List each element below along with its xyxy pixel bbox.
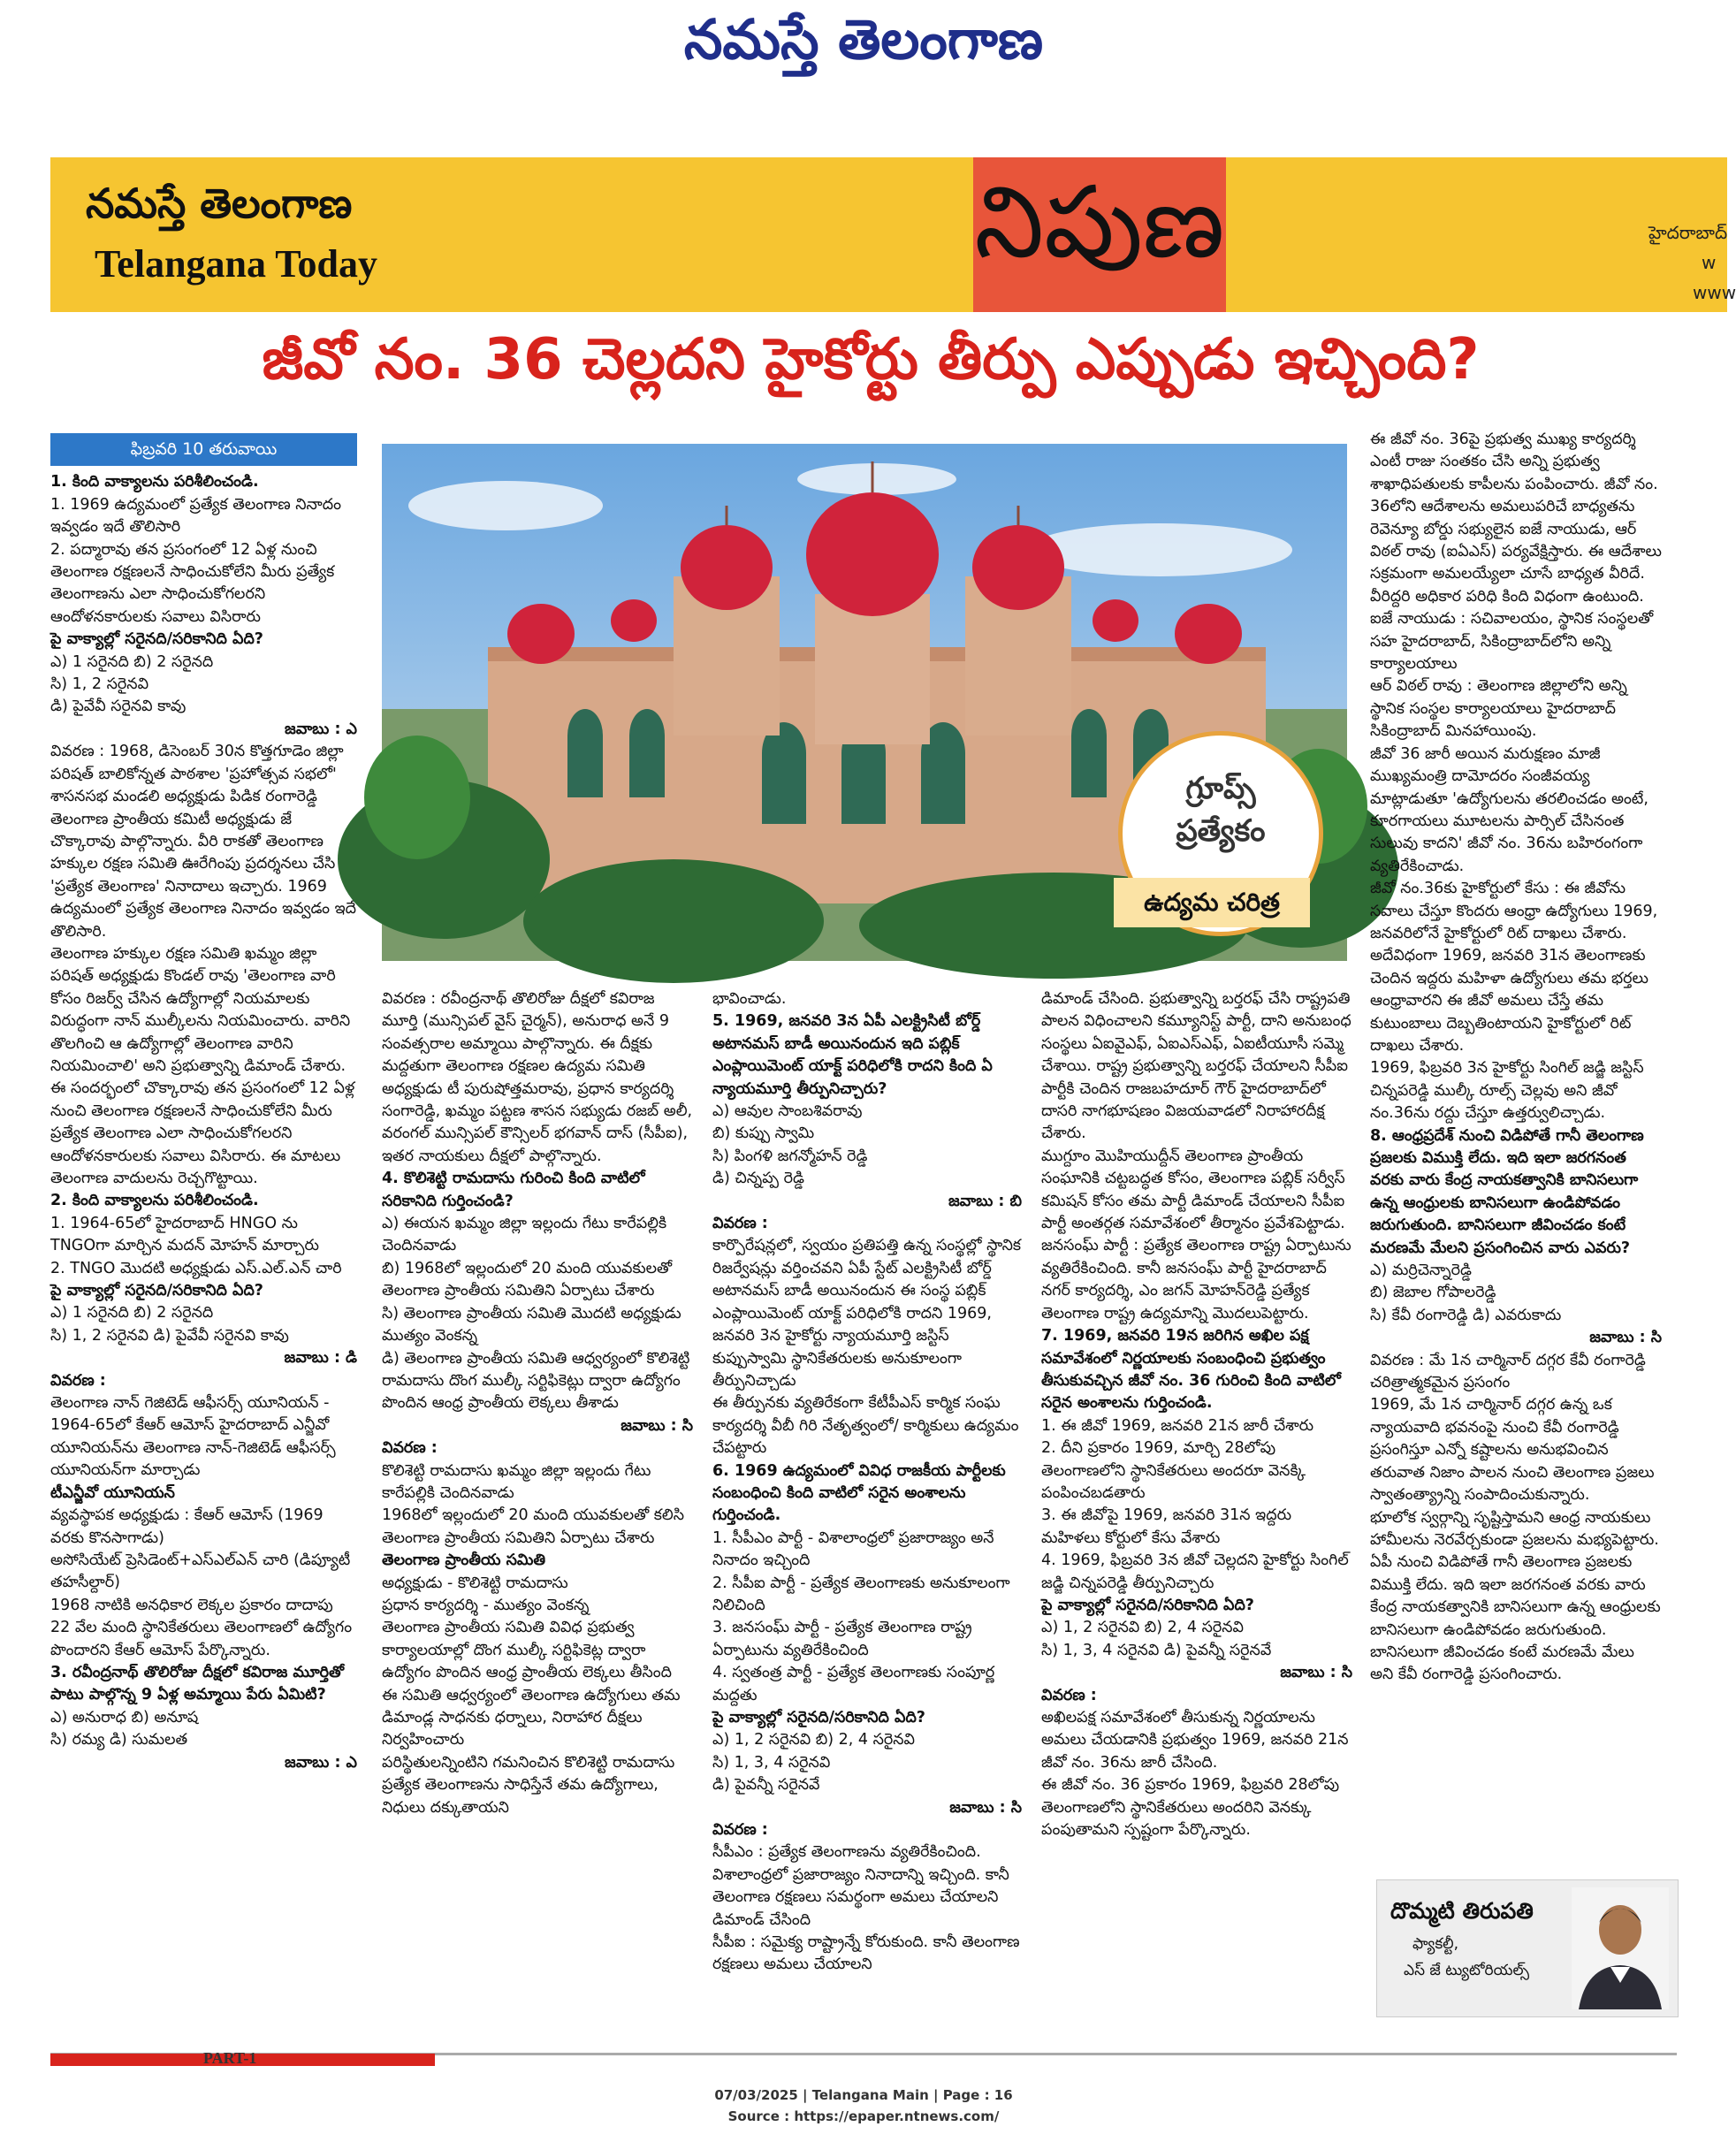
answer: జవాబు : సి	[1280, 1664, 1352, 1682]
option: బి) 1968లో ఇల్లందులో 20 మంది యువకులతో తెలంగాణ ప్రాంతీయ సమితిని ఏర్పాటు చేశారు	[382, 1259, 673, 1300]
answer: జవాబు : బి	[948, 1192, 1022, 1210]
column-2	[382, 988, 693, 1819]
options: డి) పైవన్నీ సరైనవే	[712, 1776, 820, 1795]
statement: 2. TNGO మొదటి అధ్యక్షుడు ఎస్.ఎల్.ఎన్ చారి	[50, 1259, 342, 1277]
explanation: ఐజే నాయుడు : సచివాలయం, స్థానిక సంస్థలతో సహ హైదరాబాద్, సికింద్రాబాద్‌లోని అన్ని కార్యాలయాలు	[1370, 610, 1654, 674]
explanation: అధ్యక్షుడు - కొలిశెట్టి రామదాసు	[382, 1574, 568, 1592]
explanation: ఈ జీవో నం. 36పై ప్రభుత్వ ముఖ్య కార్యదర్శి ఎంటీ రాజు సంతకం చేసి అన్ని ప్రభుత్వ శాఖాధిపతులకు కాపీలను పంపించారు. జీవో నం. 36లోని ఆదేశాలను అమలుపరిచే బాధ్యతను రెవెన్యూ బోర్డు సభ్యులైన ఐజే నాయుడు, ఆర్ విఠల్ రావు (ఐఏఎస్) పర్యవేక్షిస్తారు. ఈ ఆదేశాలు సక్రమంగా అమలయ్యేలా చూసే బాధ్యత వీరిదే. వీరిద్దరి అధికార పరిధి కింది విధంగా ఉంటుంది.	[1370, 431, 1662, 606]
explanation: పరిస్థితులన్నింటిని గమనించిన కొలిశెట్టి రామదాసు ప్రత్యేక తెలంగాణను సాధిస్తేనే తమ ఉద్యోగాలు, నిధులు దక్కుతాయని	[382, 1753, 675, 1817]
statement: 1. సీపీఎం పార్టీ - విశాలాంధ్రలో ప్రజారాజ్యం అనే నినాదం ఇచ్చింది	[712, 1528, 994, 1570]
explanation: జీవో నం.36కు హైకోర్టులో కేసు : ఈ జీవోను సవాలు చేస్తూ కొందరు ఆంధ్రా ఉద్యోగులు 1969, జనవరిలోనే హైకోర్టులో రిట్ దాఖలు చేశారు.	[1370, 880, 1658, 942]
explanation: సీపీఎం : ప్రత్యేక తెలంగాణను వ్యతిరేకించింది. విశాలాంధ్రలో ప్రజారాజ్యం నినాదాన్ని ఇచ్చింది. కానీ తెలంగాణ రక్షణలు సమర్థంగా అమలు చేయాలని డిమాండ్ చేసింది	[712, 1843, 1009, 1929]
explanation: 1969, ఫిబ్రవరి 3న హైకోర్టు సింగిల్ జడ్జి జస్టిస్ చిన్నపరెడ్డి ముల్కీ రూల్స్ చెల్లవు అని జీవో నం.36ను రద్దు చేస్తూ ఉత్తర్వులిచ్చాడు.	[1370, 1059, 1644, 1123]
badge-line: ప్రత్యేకం	[1176, 813, 1266, 849]
headline: జీవో నం. 36 చెల్లదని హైకోర్టు తీర్పు ఎప్పుడు ఇచ్చింది?	[262, 327, 1480, 393]
explanation-label: వివరణ :	[50, 1371, 106, 1390]
explanation: టీఎన్జీవో యూనియన్	[50, 1483, 175, 1502]
explanation: 1968 నాటికి అనధికార లెక్కల ప్రకారం దాదాపు 22 వేల మంది స్థానికేతరులు తెలంగాణలో ఉద్యోగం పొందారని కేఆర్ ఆమోస్ పేర్కొన్నారు.	[50, 1596, 353, 1659]
question: 3. రవీంద్రనాథ్ తొలిరోజు దీక్షలో కవిరాజ మూర్తితో పాటు పాల్గొన్న 9 ఏళ్ల అమ్మాయి పేరు ఏమిటి?	[50, 1663, 345, 1704]
options: ఎ) 1 సరైనది బి) 2 సరైనది	[50, 1304, 214, 1323]
author-org: ఎస్ జే ట్యుటోరియల్స్	[1404, 1962, 1530, 1979]
question: 4. కొలిశెట్టి రామదాసు గురించి కింది వాటిలో సరికానిది గుర్తించండి?	[382, 1170, 645, 1210]
options: సి) 1, 3, 4 సరైనవి	[712, 1753, 831, 1772]
masthead-title: నమస్తే తెలంగాణ	[683, 7, 1044, 72]
question: 6. 1969 ఉద్యమంలో వివిధ రాజకీయ పార్టీలకు సంబంధించి కింది వాటిలో సరైన అంశాలను గుర్తించండి.	[712, 1461, 1006, 1525]
explanation: వివరణ : 1968, డిసెంబర్ 30న కొత్తగూడెం జిల్లా పరిషత్ బాలికోన్నత పాఠశాల 'ప్రహోత్సవ సభలో' శాసనసభ మండలి అధ్యక్షుడు పిడిక రంగారెడ్డి తెలంగాణ ప్రాంతీయ కమిటీ అధ్యక్షుడు జే చొక్కారావు పాల్గొన్నారు. వీరి రాకతో తెలంగాణ హక్కుల రక్షణ సమితి ఊరేగింపు ప్రదర్శనలు చేసి 'ప్రత్యేక తెలంగాణ' నినాదాలు ఇచ్చారు. 1969 ఉద్యమంలో ప్రత్యేక తెలంగాణ నినాదం ఇవ్వడం ఇదే తొలిసారి.	[50, 743, 356, 941]
option: డి) చిన్నప్ప రెడ్డి	[712, 1170, 804, 1188]
explanation-label: వివరణ :	[712, 1821, 768, 1840]
question-prompt: పై వాక్యాల్లో సరైనది/సరికానిది ఏది?	[712, 1709, 925, 1727]
explanation: ముగ్దూం మొహియుద్దీన్ తెలంగాణ ప్రాంతీయ సంఘానికి చట్టబద్ధత కోసం, తెలంగాణ పబ్లిక్ సర్వీస్ కమిషన్ కోసం తమ పార్టీ డిమాండ్ చేయాలని సీపీఐ పార్టీ అంతర్గత సమావేశంలో తీర్మానం ప్రవేశపెట్టాడు.	[1041, 1147, 1345, 1233]
question: 7. 1969, జనవరి 19న జరిగిన అఖిల పక్ష సమావేశంలో నిర్ణయాలకు సంబంధించి ప్రభుత్వం తీసుకువచ్చిన జీవో నం. 36 గురించి కింది వాటిలో సరైన అంశాలను గుర్తించండి.	[1041, 1327, 1341, 1413]
option: బి) జెబాల గోపాలరెడ్డి	[1370, 1284, 1496, 1302]
column-4	[1041, 988, 1352, 1841]
explanation: తెలంగాణ హక్కుల రక్షణ సమితి ఖమ్మం జిల్లా పరిషత్ అధ్యక్షుడు కొండల్ రావు 'తెలంగాణ వారి కోసం రిజర్వ్ చేసిన ఉద్యోగాల్లో నియమాలకు విరుద్ధంగా నాన్ ముల్కీలను నియమించారు. వారిని తొలగించి ఆ ఉద్యోగాల్లో తెలంగాణ వారిని నియమించాలి' అని ప్రభుత్వాన్ని డిమాండ్ చేశారు.	[50, 944, 351, 1075]
explanation: భావించాడు.	[712, 990, 787, 1008]
explanation-label: వివరణ :	[712, 1215, 768, 1233]
question: 2. కింది వాక్యాలను పరిశీలించండి.	[50, 1192, 259, 1210]
option: బి) కుప్పు స్వామి	[712, 1124, 815, 1143]
option: ఎ) ఈయన ఖమ్మం జిల్లా ఇల్లందు గేటు కారేపల్లికి చెందినవాడు	[382, 1215, 667, 1255]
explanation: అఖిలపక్ష సమావేశంలో తీసుకున్న నిర్ణయాలను అమలు చేయడానికి ప్రభుత్వం 1969, జనవరి 21న జీవో నం. 36ను జారీ చేసింది.	[1041, 1709, 1349, 1772]
explanation: ఈ సమితి ఆధ్వర్యంలో తెలంగాణ ఉద్యోగులు తమ డిమాండ్ల సాధనకు ధర్నాలు, నిరాహార దీక్షలు నిర్వహించారు	[382, 1686, 681, 1749]
explanation: ఆర్ విఠల్ రావు : తెలంగాణ జిల్లాలోని అన్ని స్థానిక సంస్థల కార్యాలయాలు హైదరాబాద్ సికింద్రాబాద్ మినహాయింపు.	[1370, 677, 1627, 741]
part-label: PART-1	[203, 2049, 257, 2067]
explanation: జీవో 36 జారీ అయిన మరుక్షణం మాజీ ముఖ్యమంత్రి దామోదరం సంజీవయ్య మాట్లాడుతూ 'ఉద్యోగులను తరలించడం అంటే, కూరగాయలు మూటలను పార్సిల్ చేసినంత సులువు కాదని' జీవో నం. 36ను బహిరంగంగా వ్యతిరేకించాడు.	[1370, 744, 1648, 875]
banner-edge-line: w	[1702, 252, 1717, 273]
explanation: ఈ సందర్భంలో చొక్కారావు తన ప్రసంగంలో 12 ఏళ్ల నుంచి తెలంగాణ రక్షణలనే సాధించుకోలేని మీరు ప్రత్యేక తెలంగాణ ఎలా సాధించుకోగలరని ఆందోళనకారులకు సవాలు విసిరారు. ఈ మాటలు తెలంగాణ వాదులను రెచ్చగొట్టాయి.	[50, 1079, 355, 1187]
options: సి) 1, 2 సరైనవి డి) పైవేవీ సరైనవి కావు	[50, 1326, 289, 1345]
option: డి) తెలంగాణ ప్రాంతీయ సమితి ఆధ్వర్యంలో కొలిశెట్టి రామదాసు దొంగ ముల్కీ సర్టిఫికెట్లు ద్వారా ఉద్యోగం పొందిన ఆంధ్ర ప్రాంతీయ లెక్కలు తీశాడు	[382, 1349, 690, 1413]
explanation: భూలోక స్వర్గాన్ని సృష్టిస్తామని ఆంధ్ర నాయకులు హామీలను నెరవేర్చకుండా ప్రజలను మభ్యపెట్టారు. ఏపీ నుంచి విడిపోతే గానీ తెలంగాణ ప్రజలకు విముక్తి లేదు. ఇది ఇలా జరగనంత వరకు వారు కేంద్ర నాయకత్వానికి బానిసలుగా ఉన్న ఆంధ్రులకు బానిసలుగా ఉండిపోవడం జరుగుతుంది. బానిసలుగా జీవించడం కంటే మరణమే మేలు అని కేవీ రంగారెడ్డి ప్రసంగించారు.	[1370, 1508, 1661, 1684]
statement: 4. స్వతంత్ర పార్టీ - ప్రత్యేక తెలంగాణకు సంపూర్ణ మద్దతు	[712, 1664, 995, 1704]
statement: 1. 1964-65లో హైదరాబాద్ HNGO ను TNGOగా మార్చిన మదన్ మోహన్ మార్చారు	[50, 1214, 319, 1255]
section-banner	[50, 157, 1736, 312]
explanation: ఈ జీవో నం. 36 ప్రకారం 1969, ఫిబ్రవరి 28లోపు తెలంగాణలోని స్థానికేతరులు అందరిని వెనక్కు పంపుతామని స్పష్టంగా పేర్కొన్నారు.	[1041, 1776, 1340, 1840]
answer: జవాబు : డి	[284, 1349, 357, 1368]
explanation: కొలిశెట్టి రామదాసు ఖమ్మం జిల్లా ఇల్లందు గేటు కారేపల్లికి చెందినవాడు	[382, 1461, 651, 1502]
answer: జవాబు : సి	[1589, 1329, 1662, 1347]
options: ఎ) 1, 2 సరైనవి బి) 2, 4 సరైనవి	[712, 1731, 915, 1749]
option: సి) కేవీ రంగారెడ్డి డి) ఎవరుకాదు	[1370, 1306, 1562, 1324]
explanation-label: వివరణ :	[382, 1439, 438, 1458]
explanation: 1969, మే 1న చార్మినార్ దగ్గర ఉన్న ఒక న్యాయవాది భవనంపై నుంచి కేవీ రంగారెడ్డి ప్రసంగిస్తూ ఎన్నో కష్టాలను అనుభవించిన తరువాత నిజాం పాలన నుంచి తెలంగాణ ప్రజలు స్వాతంత్య్రాన్ని సంపాదించుకున్నారు.	[1370, 1396, 1655, 1505]
options: డి) పైవేవీ సరైనవి కావు	[50, 697, 187, 716]
answer: జవాబు : సి	[949, 1798, 1022, 1817]
author-role: ఫ్యాకల్టీ,	[1412, 1935, 1459, 1953]
options: సి) 1, 3, 4 సరైనవి డి) పైవన్నీ సరైనవే	[1041, 1641, 1272, 1659]
explanation: వివరణ : మే 1న చార్మినార్ దగ్గర కేవీ రంగారెడ్డి చరిత్రాత్మకమైన ప్రసంగం	[1370, 1351, 1646, 1392]
section-title-box	[973, 157, 1226, 312]
brand-english: Telangana Today	[95, 242, 377, 286]
statement: 2. దీని ప్రకారం 1969, మార్చి 28లోపు తెలంగాణలోని స్థానికేతరులు అందరూ వెనక్కి పంపించబడతారు	[1041, 1439, 1306, 1502]
page-footer	[0, 2085, 1727, 2127]
author-name: దొమ్మటి తిరుపతి	[1390, 1898, 1534, 1924]
question: 1. కింది వాక్యాలను పరిశీలించండి.	[50, 473, 259, 492]
badge-caption: ఉద్యమ చరిత్ర	[1114, 878, 1310, 927]
options: సి) 1, 2 సరైనవి	[50, 675, 149, 694]
footer-source-link[interactable]: Source : https://epaper.ntnews.com/	[727, 2108, 1000, 2124]
statement: 4. 1969, ఫిబ్రవరి 3న జీవో చెల్లదని హైకోర్టు సింగిల్ జడ్జి చిన్నపరెడ్డి తీర్పునిచ్చారు	[1041, 1551, 1349, 1592]
banner-edge-text	[1648, 217, 1736, 308]
section-title: నిపుణ	[974, 164, 1225, 280]
statement: 3. ఈ జీవోపై 1969, జనవరి 31న ఇద్దరు మహిళలు కోర్టులో కేసు వేశారు	[1041, 1506, 1292, 1547]
explanation: యూనియన్‌ను తెలంగాణ నాన్-గెజిటెడ్ ఆఫీసర్స్ యూనియన్‌గా మార్చాడు	[50, 1438, 336, 1480]
options: ఎ) అనురాధ బి) అనూష	[50, 1708, 199, 1727]
column-3	[712, 988, 1022, 1977]
question: 5. 1969, జనవరి 3న ఏపీ ఎలక్ట్రిసిటీ బోర్డ్ అటానమస్ బాడీ అయినందున ఇది పబ్లిక్ ఎంప్లాయిమెంట్ యాక్ట్ పరిధిలోకి రాదని కింది ఏ న్యాయమూర్తి తీర్పునిచ్చారు?	[712, 1012, 993, 1098]
statement: 2. పద్మారావు తన ప్రసంగంలో 12 ఏళ్ల నుంచి తెలంగాణ రక్షణలనే సాధించుకోలేని మీరు ప్రత్యేక తెలంగాణను ఎలా సాధించుకోగలరని ఆందోళనకారులకు సవాలు విసిరారు	[50, 540, 335, 626]
brand-telugu: నమస్తే తెలంగాణ	[86, 179, 353, 227]
question-prompt: పై వాక్యాల్లో సరైనది/సరికానిది ఏది?	[50, 1282, 263, 1300]
explanation: తెలంగాణ నాన్ గెజిటెడ్ ఆఫీసర్స్ యూనియన్ - 1964-65లో కేఆర్ ఆమోస్ హైదరాబాద్ ఎన్జీవో	[50, 1394, 330, 1435]
answer: జవాబు : ఎ	[285, 1753, 357, 1772]
explanation: జనసంఘ్ పార్టీ : ప్రత్యేక తెలంగాణ రాష్ట్ర ఏర్పాటును వ్యతిరేకించింది. కానీ జనసంఘ్ పార్టీ హైదరాబాద్ నగర్ కార్యదర్శి, ఎం జగన్ మోహన్‌రెడ్డి ప్రత్యేక తెలంగాణ రాష్ట్ర ఉద్యమాన్ని మొదలుపెట్టారు.	[1041, 1237, 1351, 1323]
option: సి) పింగళి జగన్మోహన్ రెడ్డి	[712, 1147, 868, 1165]
author-photo	[1572, 1887, 1669, 2009]
explanation: కార్పొరేషన్లలో, స్వయం ప్రతిపత్తి ఉన్న సంస్థల్లో స్థానిక రిజర్వేషన్లు వర్తించవని ఏపీ స్టేట్ ఎలక్ట్రిసిటీ బోర్డ్ అటానమస్ బాడీ అయినందున ఈ సంస్థ పబ్లిక్ ఎంప్లాయిమెంట్ యాక్ట్ పరిధిలోకి రాదని 1969, జనవరి 3న హైకోర్టు న్యాయమూర్తి జస్టిస్ కుప్పుస్వామి స్థానికేతరులకు అనుకూలంగా తీర్పునిచ్చాడు	[712, 1237, 1022, 1390]
explanation: ఈ తీర్పునకు వ్యతిరేకంగా కేటీపీఎస్ కార్మిక సంఘ కార్యదర్శి వీబీ గిరి నేతృత్వంలో/ కార్మికులు ఉద్యమం చేపట్టారు	[712, 1394, 1019, 1458]
badge-line: గ్రూప్స్	[1185, 771, 1256, 806]
statement: 3. జనసంఘ్ పార్టీ - ప్రత్యేక తెలంగాణ రాష్ట్ర ఏర్పాటును వ్యతిరేకించింది	[712, 1619, 972, 1659]
column-1	[50, 433, 357, 1774]
column-5	[1370, 429, 1662, 1687]
answer: జవాబు : సి	[621, 1416, 693, 1435]
options: సి) రమ్య డి) సుమలత	[50, 1731, 188, 1749]
explanation: వ్యవస్థాపక అధ్యక్షుడు : కేఆర్ ఆమోస్ (1969 వరకు కొనసాగాడు)	[50, 1506, 324, 1547]
options: ఎ) 1 సరైనది బి) 2 సరైనది	[50, 652, 214, 671]
option: ఎ) ఆవుల సాంబశివరావు	[712, 1102, 863, 1121]
question: 8. ఆంధ్రప్రదేశ్ నుంచి విడిపోతే గానీ తెలంగాణ ప్రజలకు విముక్తి లేదు. ఇది ఇలా జరగనంత వరకు వారు కేంద్ర నాయకత్వానికి బానిసలుగా ఉన్న ఆంధ్రులకు బానిసలుగా ఉండిపోవడం జరుగుతుంది. బానిసలుగా జీవించడం కంటే మరణమే మేలని ప్రసంగించిన వారు ఎవరు?	[1370, 1126, 1644, 1257]
options: ఎ) 1, 2 సరైనవి బి) 2, 4 సరైనవి	[1041, 1619, 1244, 1637]
explanation: తెలంగాణ ప్రాంతీయ సమితి వివిధ ప్రభుత్వ కార్యాలయాల్లో దొంగ ముల్కీ సర్టిఫికెట్ల ద్వారా ఉద్యోగం పొందిన ఆంధ్ర ప్రాంతీయ లెక్కలు తీసింది	[382, 1619, 672, 1682]
option: సి) తెలంగాణ ప్రాంతీయ సమితి మొదటి అధ్యక్షుడు ముత్యం వెంకన్న	[382, 1304, 681, 1345]
explanation-label: వివరణ :	[1041, 1686, 1097, 1704]
explanation-subhead: తెలంగాణ ప్రాంతీయ సమితి	[382, 1551, 546, 1570]
option: ఎ) మర్రిచెన్నారెడ్డి	[1370, 1262, 1472, 1280]
explanation: అదేవిధంగా 1969, జనవరి 31న తెలంగాణకు చెందిన ఇద్దరు మహిళా ఉద్యోగులు తమ భర్తలు ఆంధ్రావారని ఈ జీవో అమలు చేస్తే తమ కుటుంబాలు దెబ్బతింటాయని హైకోర్టులో రిట్ దాఖలు చేశారు.	[1370, 947, 1648, 1055]
footer-date-line: 07/03/2025 | Telangana Main | Page : 16	[714, 2087, 1013, 2103]
explanation: అసోసియేట్ ప్రెసిడెంట్+ఎస్‌ఎల్‌ఎన్ చారి (డిప్యూటీ తహసీల్దార్)	[50, 1551, 351, 1592]
explanation: డిమాండ్ చేసింది. ప్రభుత్వాన్ని బర్తరఫ్ చేసి రాష్ట్రపతి పాలన విధించాలని కమ్యూనిస్ట్ పార్టీ, దాని అనుబంధ సంస్థలు ఏఐవైఎఫ్, ఏఐఎస్ఎఫ్, ఏఐటీయూసీ సమ్మె చేశాయి. రాష్ట్ర ప్రభుత్వాన్ని బర్తరఫ్ చేయాలని సీపీఐ పార్టీకి చెందిన రాజబహదూర్ గౌర్ హైదరాబాద్‌లో దాసరి నాగభూషణం విజయవాడలో నిరాహారదీక్ష చేశారు.	[1041, 990, 1351, 1143]
continuation-strip: ఫిబ్రవరి 10 తరువాయి	[50, 433, 357, 466]
statement: 2. సీపీఐ పార్టీ - ప్రత్యేక తెలంగాణకు అనుకూలంగా నిలిచింది	[712, 1574, 1010, 1614]
explanation: 1968లో ఇల్లందులో 20 మంది యువకులతో కలిసి తెలంగాణ ప్రాంతీయ సమితిని ఏర్పాటు చేశారు	[382, 1506, 685, 1547]
statement: 1. ఈ జీవో 1969, జనవరి 21న జారీ చేశారు	[1041, 1416, 1314, 1435]
banner-edge-line: www	[1693, 282, 1736, 303]
banner-edge-line: హైదరాబాద్	[1648, 222, 1728, 243]
question-prompt: పై వాక్యాల్లో సరైనది/సరికానిది ఏది?	[1041, 1596, 1254, 1614]
explanation: ప్రధాన కార్యదర్శి - ముత్యం వెంకన్న	[382, 1596, 590, 1614]
answer: జవాబు : ఎ	[285, 720, 357, 738]
explanation: వివరణ : రవీంద్రనాథ్ తొలిరోజు దీక్షలో కవిరాజ మూర్తి (మున్సిపల్ వైస్ చైర్మన్), అనురాధ అనే 9 సంవత్సరాల అమ్మాయి పాల్గొన్నారు. ఈ దీక్షకు మద్దతుగా తెలంగాణ రక్షణల ఉద్యమ సమితి అధ్యక్షుడు టీ పురుషోత్తమరావు, ప్రధాన కార్యదర్శి సంగారెడ్డి, ఖమ్మం పట్టణ శాసన సభ్యుడు రజబ్ అలీ, వరంగల్ మున్సిపల్ కౌన్సిలర్ భగవాన్ దాస్ (సీపీఐ), ఇతర నాయకులు దీక్షలో పాల్గొన్నారు.	[382, 990, 693, 1165]
explanation: సీపీఐ : సమైక్య రాష్ట్రాన్నే కోరుకుంది. కానీ తెలంగాణ రక్షణలు అమలు చేయాలని	[712, 1933, 1020, 1974]
question-prompt: పై వాక్యాల్లో సరైనది/సరికానిది ఏది?	[50, 630, 263, 649]
statement: 1. 1969 ఉద్యమంలో ప్రత్యేక తెలంగాణ నినాదం ఇవ్వడం ఇదే తొలిసారి	[50, 495, 341, 537]
author-box	[1376, 1879, 1679, 2017]
